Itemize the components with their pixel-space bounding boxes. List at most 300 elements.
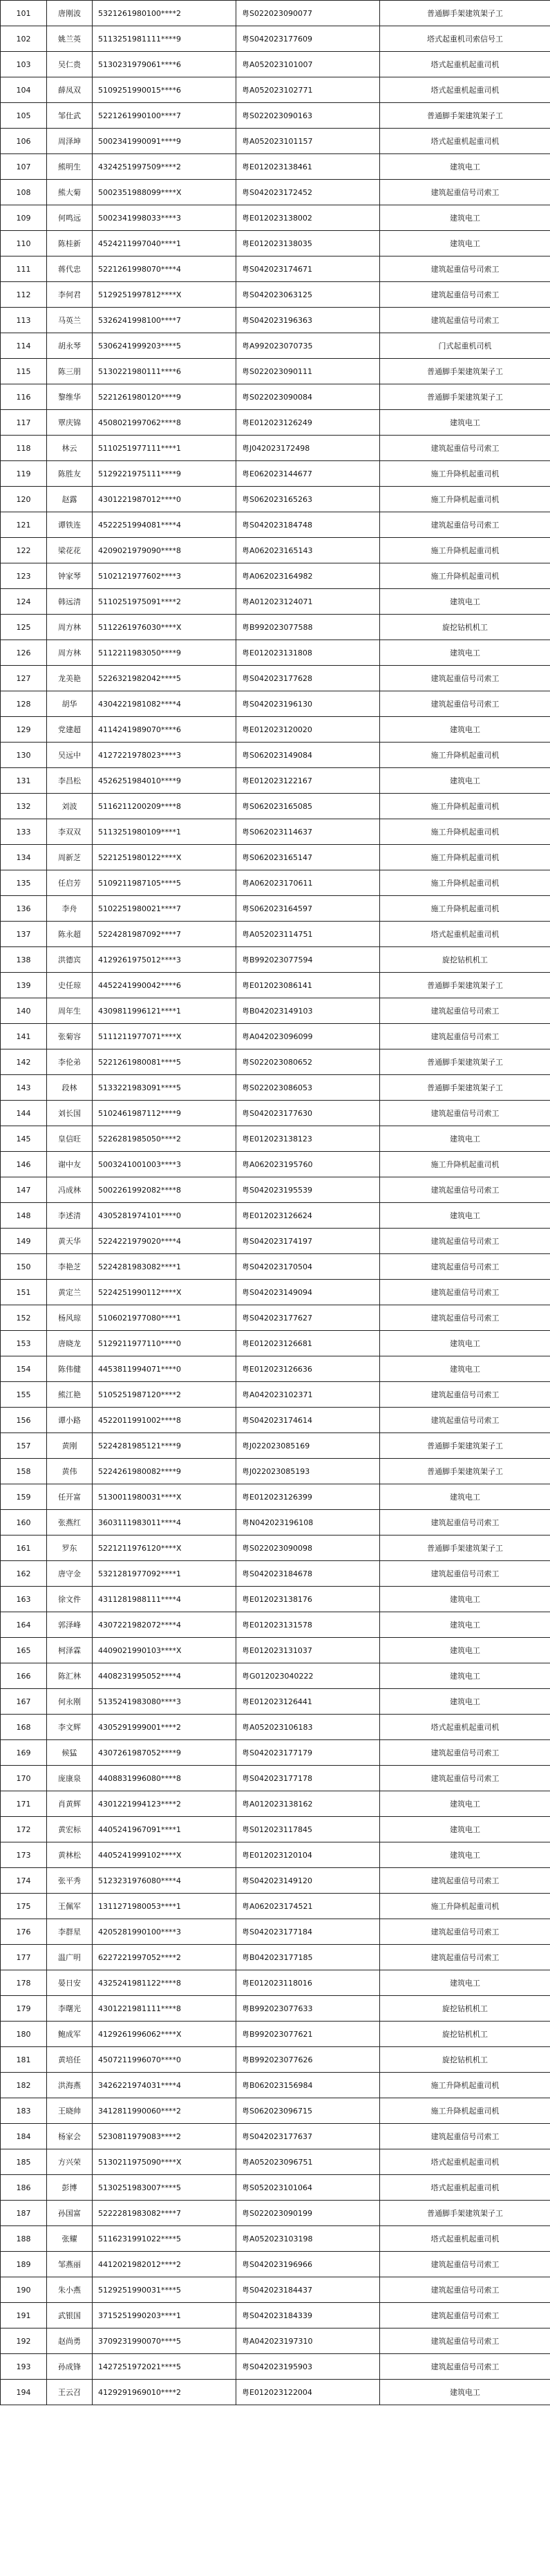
job-type: 普通脚手架建筑架子工: [380, 1049, 550, 1075]
person-name: 薛凤双: [47, 77, 93, 103]
id-number: 5326241998100****7: [93, 308, 236, 333]
person-name: 彭博: [47, 2175, 93, 2201]
table-row: [1, 384, 550, 410]
person-name: 李双双: [47, 819, 93, 845]
person-name: 胡华: [47, 691, 93, 717]
job-type: 建筑电工: [380, 1638, 550, 1663]
certificate-number: 粤E012023122004: [236, 2380, 380, 2405]
person-name: 钟家琴: [47, 563, 93, 589]
id-number: 5130221980111****6: [93, 359, 236, 384]
table-row: [1, 52, 550, 77]
row-number: 116: [1, 384, 47, 410]
certificate-number: 粤A062023164982: [236, 563, 380, 589]
job-type: 塔式起重机起重司机: [380, 2149, 550, 2175]
id-number: 5003241001003****3: [93, 1152, 236, 1177]
row-number: 183: [1, 2098, 47, 2124]
job-type: 施工升降机起重司机: [380, 896, 550, 922]
certificate-number: 粤B062023156984: [236, 2073, 380, 2098]
person-name: 刘长国: [47, 1101, 93, 1126]
person-name: 李文辉: [47, 1715, 93, 1740]
row-number: 114: [1, 333, 47, 359]
certificate-number: 粤S062023114637: [236, 819, 380, 845]
id-number: 4405241967091****1: [93, 1817, 236, 1842]
certificate-number: 粤S042023196130: [236, 691, 380, 717]
row-number: 160: [1, 1510, 47, 1536]
person-name: 熊江艳: [47, 1382, 93, 1408]
row-number: 121: [1, 512, 47, 538]
table-row: [1, 1791, 550, 1817]
table-row: [1, 1484, 550, 1510]
certificate-number: 粤A052023106183: [236, 1715, 380, 1740]
table-row: [1, 640, 550, 666]
table-row: [1, 436, 550, 461]
id-number: 5113251981111****9: [93, 26, 236, 52]
id-number: 3412811990060****2: [93, 2098, 236, 2124]
job-type: 建筑起重信号司索工: [380, 2354, 550, 2380]
id-number: 4309811996121****1: [93, 998, 236, 1024]
certificate-number: 粤S022023090199: [236, 2201, 380, 2226]
job-type: 建筑起重信号司索工: [380, 436, 550, 461]
person-name: 周泽坤: [47, 129, 93, 154]
row-number: 105: [1, 103, 47, 129]
job-type: 建筑起重信号司索工: [380, 1408, 550, 1433]
table-row: [1, 1305, 550, 1331]
id-number: 4129261996062****X: [93, 2022, 236, 2047]
table-row: [1, 1587, 550, 1612]
certificate-number: 粤E012023126681: [236, 1331, 380, 1356]
table-row: [1, 743, 550, 768]
job-type: 建筑起重信号司索工: [380, 1766, 550, 1791]
table-row: [1, 2303, 550, 2328]
table-row: [1, 1996, 550, 2022]
certificate-number: 粤S042023184437: [236, 2277, 380, 2303]
table-row: [1, 2252, 550, 2277]
person-name: 黄刚: [47, 1433, 93, 1459]
id-number: 5129211977110****0: [93, 1331, 236, 1356]
id-number: 5221261980120****9: [93, 384, 236, 410]
row-number: 138: [1, 947, 47, 973]
person-name: 黄伟: [47, 1459, 93, 1484]
id-number: 4409021990103****X: [93, 1638, 236, 1663]
certificate-number: 粤S042023184748: [236, 512, 380, 538]
row-number: 192: [1, 2328, 47, 2354]
certificate-number: 粤S022023090163: [236, 103, 380, 129]
id-number: 5133221983091****5: [93, 1075, 236, 1101]
row-number: 182: [1, 2073, 47, 2098]
person-name: 黎维华: [47, 384, 93, 410]
certificate-number: 粤S052023101064: [236, 2175, 380, 2201]
row-number: 139: [1, 973, 47, 998]
id-number: 5129251990031****5: [93, 2277, 236, 2303]
job-type: 施工升降机起重司机: [380, 487, 550, 512]
certificate-number: 粤S042023177630: [236, 1101, 380, 1126]
job-type: 建筑起重信号司索工: [380, 1740, 550, 1766]
certificate-number: 粤E012023120104: [236, 1842, 380, 1868]
person-name: 唐守金: [47, 1561, 93, 1587]
person-name: 朱小燕: [47, 2277, 93, 2303]
job-type: 施工升降机起重司机: [380, 743, 550, 768]
id-number: 4307221982072****4: [93, 1612, 236, 1638]
certificate-number: 粤N042023196108: [236, 1510, 380, 1536]
table-row: [1, 1970, 550, 1996]
id-number: 5129251997812****X: [93, 282, 236, 308]
id-number: 4522251994081****4: [93, 512, 236, 538]
certificate-number: 粤E012023120020: [236, 717, 380, 743]
person-name: 陈桂新: [47, 231, 93, 256]
row-number: 157: [1, 1433, 47, 1459]
row-number: 103: [1, 52, 47, 77]
id-number: 5221261980081****5: [93, 1049, 236, 1075]
row-number: 171: [1, 1791, 47, 1817]
person-name: 方兴荣: [47, 2149, 93, 2175]
job-type: 建筑起重信号司索工: [380, 1868, 550, 1894]
table-row: [1, 666, 550, 691]
row-number: 118: [1, 436, 47, 461]
id-number: 3709231990070****5: [93, 2328, 236, 2354]
row-number: 132: [1, 794, 47, 819]
row-number: 137: [1, 922, 47, 947]
id-number: 3426221974031****4: [93, 2073, 236, 2098]
row-number: 149: [1, 1229, 47, 1254]
certificate-number: 粤A042023096099: [236, 1024, 380, 1049]
row-number: 170: [1, 1766, 47, 1791]
certificate-number: 粤A052023114751: [236, 922, 380, 947]
row-number: 154: [1, 1356, 47, 1382]
person-name: 唐刚波: [47, 1, 93, 26]
row-number: 147: [1, 1177, 47, 1203]
id-number: 5129221975111****9: [93, 461, 236, 487]
job-type: 建筑电工: [380, 717, 550, 743]
job-type: 施工升降机起重司机: [380, 794, 550, 819]
job-type: 普通脚手架建筑架子工: [380, 1433, 550, 1459]
id-number: 4526251984010****9: [93, 768, 236, 794]
table-row: [1, 1177, 550, 1203]
certificate-number: 粤G012023040222: [236, 1663, 380, 1689]
job-type: 门式起重机司机: [380, 333, 550, 359]
person-name: 黄定兰: [47, 1280, 93, 1305]
id-number: 5221261998070****4: [93, 256, 236, 282]
table-row: [1, 333, 550, 359]
table-row: [1, 1945, 550, 1970]
job-type: 建筑起重信号司索工: [380, 2252, 550, 2277]
id-number: 5102121977602****3: [93, 563, 236, 589]
row-number: 126: [1, 640, 47, 666]
certificate-number: 粤S042023063125: [236, 282, 380, 308]
certificate-number: 粤E012023086141: [236, 973, 380, 998]
table-row: [1, 282, 550, 308]
id-number: 5110251975091****2: [93, 589, 236, 615]
certificate-number: 粤E012023138123: [236, 1126, 380, 1152]
person-name: 鲍成军: [47, 2022, 93, 2047]
job-type: 普通脚手架建筑架子工: [380, 103, 550, 129]
table-row: [1, 77, 550, 103]
job-type: 建筑起重信号司索工: [380, 666, 550, 691]
certificate-number: 粤A012023138162: [236, 1791, 380, 1817]
row-number: 102: [1, 26, 47, 52]
job-type: 施工升降机起重司机: [380, 563, 550, 589]
certificate-number: 粤S042023177627: [236, 1305, 380, 1331]
id-number: 5224251990112****X: [93, 1280, 236, 1305]
person-name: 张燕红: [47, 1510, 93, 1536]
certificate-number: 粤A052023101007: [236, 52, 380, 77]
table-row: [1, 1126, 550, 1152]
table-row: [1, 461, 550, 487]
certificate-number: 粤S062023149084: [236, 743, 380, 768]
row-number: 119: [1, 461, 47, 487]
job-type: 建筑起重信号司索工: [380, 180, 550, 205]
certificate-number: 粤B992023077626: [236, 2047, 380, 2073]
person-name: 李伦弟: [47, 1049, 93, 1075]
id-number: 4325241981122****8: [93, 1970, 236, 1996]
table-row: [1, 2380, 550, 2405]
job-type: 建筑电工: [380, 1484, 550, 1510]
table-row: [1, 1433, 550, 1459]
id-number: 5221261990100****7: [93, 103, 236, 129]
person-name: 李昌松: [47, 768, 93, 794]
certificate-number: 粤A062023174521: [236, 1894, 380, 1919]
certificate-number: 粤A062023195760: [236, 1152, 380, 1177]
row-number: 131: [1, 768, 47, 794]
id-number: 4453811994071****0: [93, 1356, 236, 1382]
certificate-number: 粤S012023117845: [236, 1817, 380, 1842]
table-row: [1, 845, 550, 870]
job-type: 旋挖钻机机工: [380, 2047, 550, 2073]
certificate-number: 粤A992023070735: [236, 333, 380, 359]
job-type: 施工升降机起重司机: [380, 1894, 550, 1919]
certificate-number: 粤A052023101157: [236, 129, 380, 154]
job-type: 建筑电工: [380, 154, 550, 180]
person-name: 杨家会: [47, 2124, 93, 2149]
certificate-number: 粤S022023090084: [236, 384, 380, 410]
table-row: [1, 1152, 550, 1177]
person-name: 肖黄辉: [47, 1791, 93, 1817]
job-type: 建筑起重信号司索工: [380, 2124, 550, 2149]
certificate-number: 粤A052023102771: [236, 77, 380, 103]
person-name: 王佩军: [47, 1894, 93, 1919]
id-number: 5130011980031****X: [93, 1484, 236, 1510]
person-name: 庞康泉: [47, 1766, 93, 1791]
row-number: 165: [1, 1638, 47, 1663]
job-type: 建筑电工: [380, 1356, 550, 1382]
id-number: 5130251983007****5: [93, 2175, 236, 2201]
person-name: 邹仕武: [47, 103, 93, 129]
id-number: 4129291969010****2: [93, 2380, 236, 2405]
job-type: 建筑起重信号司索工: [380, 998, 550, 1024]
person-name: 梁花花: [47, 538, 93, 563]
table-row: [1, 1331, 550, 1356]
id-number: 4405241999102****X: [93, 1842, 236, 1868]
id-number: 6227221997052****2: [93, 1945, 236, 1970]
row-number: 164: [1, 1612, 47, 1638]
person-name: 张平秀: [47, 1868, 93, 1894]
job-type: 旋挖钻机机工: [380, 615, 550, 640]
certificate-number: 粤J022023085169: [236, 1433, 380, 1459]
table-row: [1, 768, 550, 794]
id-number: 4114241989070****6: [93, 717, 236, 743]
person-name: 陈三朋: [47, 359, 93, 384]
table-row: [1, 2354, 550, 2380]
person-name: 刘波: [47, 794, 93, 819]
id-number: 4129261975012****3: [93, 947, 236, 973]
row-number: 194: [1, 2380, 47, 2405]
person-name: 谭铁连: [47, 512, 93, 538]
row-number: 166: [1, 1663, 47, 1689]
certificate-number: 粤S022023086053: [236, 1075, 380, 1101]
job-type: 建筑电工: [380, 1587, 550, 1612]
row-number: 185: [1, 2149, 47, 2175]
row-number: 150: [1, 1254, 47, 1280]
certificate-number: 粤S022023090098: [236, 1536, 380, 1561]
table-row: [1, 973, 550, 998]
person-name: 孙国富: [47, 2201, 93, 2226]
person-name: 候猛: [47, 1740, 93, 1766]
person-name: 熊大菊: [47, 180, 93, 205]
person-name: 邹燕丽: [47, 2252, 93, 2277]
id-number: 4408231995052****4: [93, 1663, 236, 1689]
certificate-number: 粤A062023165143: [236, 538, 380, 563]
certificate-number: 粤E012023126399: [236, 1484, 380, 1510]
person-name: 陈汇林: [47, 1663, 93, 1689]
table-row: [1, 308, 550, 333]
person-name: 陈永超: [47, 922, 93, 947]
table-row: [1, 256, 550, 282]
person-name: 黄培任: [47, 2047, 93, 2073]
id-number: 4305291999001****2: [93, 1715, 236, 1740]
job-type: 普通脚手架建筑架子工: [380, 359, 550, 384]
table-row: [1, 1049, 550, 1075]
certificate-number: 粤J042023172498: [236, 436, 380, 461]
table-row: [1, 1817, 550, 1842]
row-number: 178: [1, 1970, 47, 1996]
job-type: 建筑电工: [380, 768, 550, 794]
job-type: 普通脚手架建筑架子工: [380, 1, 550, 26]
row-number: 148: [1, 1203, 47, 1229]
row-number: 112: [1, 282, 47, 308]
job-type: 施工升降机起重司机: [380, 461, 550, 487]
row-number: 135: [1, 870, 47, 896]
job-type: 建筑电工: [380, 1817, 550, 1842]
job-type: 塔式起重机起重司机: [380, 129, 550, 154]
table-row: [1, 512, 550, 538]
row-number: 186: [1, 2175, 47, 2201]
job-type: 建筑起重信号司索工: [380, 1024, 550, 1049]
id-number: 5116231991022****5: [93, 2226, 236, 2252]
person-name: 谢中友: [47, 1152, 93, 1177]
certificate-number: 粤S062023165085: [236, 794, 380, 819]
row-number: 190: [1, 2277, 47, 2303]
job-type: 建筑电工: [380, 231, 550, 256]
table-row: [1, 1280, 550, 1305]
table-row: [1, 1663, 550, 1689]
id-number: 5112261976030****X: [93, 615, 236, 640]
person-name: 黄宏标: [47, 1817, 93, 1842]
table-row: [1, 998, 550, 1024]
id-number: 3603111983011****4: [93, 1510, 236, 1536]
job-type: 建筑起重信号司索工: [380, 1382, 550, 1408]
table-row: [1, 410, 550, 436]
person-name: 武银国: [47, 2303, 93, 2328]
certificate-number: 粤E012023126636: [236, 1356, 380, 1382]
certificate-number: 粤S042023195903: [236, 2354, 380, 2380]
job-type: 施工升降机起重司机: [380, 1152, 550, 1177]
person-name: 吴仁贵: [47, 52, 93, 77]
job-type: 塔式起重机起重司机: [380, 922, 550, 947]
person-name: 柯泽霖: [47, 1638, 93, 1663]
table-row: [1, 103, 550, 129]
table-row: [1, 1356, 550, 1382]
job-type: 塔式起重机起重司机: [380, 77, 550, 103]
person-name: 晏日安: [47, 1970, 93, 1996]
row-number: 107: [1, 154, 47, 180]
row-number: 173: [1, 1842, 47, 1868]
job-type: 旋挖钻机机工: [380, 1996, 550, 2022]
table-row: [1, 615, 550, 640]
table-row: [1, 1612, 550, 1638]
job-type: 建筑起重信号司索工: [380, 1305, 550, 1331]
table-row: [1, 896, 550, 922]
person-name: 熊明生: [47, 154, 93, 180]
table-row: [1, 1229, 550, 1254]
job-type: 塔式起重机司索信号工: [380, 26, 550, 52]
table-row: [1, 2175, 550, 2201]
person-name: 陈伟健: [47, 1356, 93, 1382]
job-type: 建筑起重信号司索工: [380, 1919, 550, 1945]
person-name: 韩远清: [47, 589, 93, 615]
job-type: 普通脚手架建筑架子工: [380, 1536, 550, 1561]
job-type: 建筑起重信号司索工: [380, 256, 550, 282]
id-number: 3715251990203****1: [93, 2303, 236, 2328]
id-number: 5224261980082****9: [93, 1459, 236, 1484]
job-type: 建筑起重信号司索工: [380, 1254, 550, 1280]
table-row: [1, 180, 550, 205]
job-type: 建筑电工: [380, 1663, 550, 1689]
id-number: 4305281974101****0: [93, 1203, 236, 1229]
row-number: 189: [1, 2252, 47, 2277]
person-name: 覃庆锦: [47, 410, 93, 436]
job-type: 建筑起重信号司索工: [380, 1510, 550, 1536]
id-number: 4127221978023****3: [93, 743, 236, 768]
certificate-number: 粤S022023090111: [236, 359, 380, 384]
table-row: [1, 1766, 550, 1791]
id-number: 5226321982042****5: [93, 666, 236, 691]
person-name: 龙美艳: [47, 666, 93, 691]
person-name: 周年生: [47, 998, 93, 1024]
row-number: 191: [1, 2303, 47, 2328]
table-row: [1, 2277, 550, 2303]
certificate-number: 粤S062023165147: [236, 845, 380, 870]
person-name: 李群星: [47, 1919, 93, 1945]
id-number: 5102461987112****9: [93, 1101, 236, 1126]
certificate-number: 粤S042023177179: [236, 1740, 380, 1766]
job-type: 施工升降机起重司机: [380, 2098, 550, 2124]
row-number: 109: [1, 205, 47, 231]
id-number: 4522011991002****8: [93, 1408, 236, 1433]
job-type: 建筑电工: [380, 205, 550, 231]
job-type: 建筑电工: [380, 1612, 550, 1638]
certificate-number: 粤E012023122167: [236, 768, 380, 794]
certificate-number: 粤E012023126441: [236, 1689, 380, 1715]
row-number: 122: [1, 538, 47, 563]
id-number: 5221251980122****X: [93, 845, 236, 870]
job-type: 建筑起重信号司索工: [380, 2303, 550, 2328]
certificate-number: 粤A052023103198: [236, 2226, 380, 2252]
row-number: 144: [1, 1101, 47, 1126]
id-number: 1311271980053****1: [93, 1894, 236, 1919]
person-name: 林云: [47, 436, 93, 461]
person-name: 任开富: [47, 1484, 93, 1510]
row-number: 129: [1, 717, 47, 743]
id-number: 5002341990091****9: [93, 129, 236, 154]
